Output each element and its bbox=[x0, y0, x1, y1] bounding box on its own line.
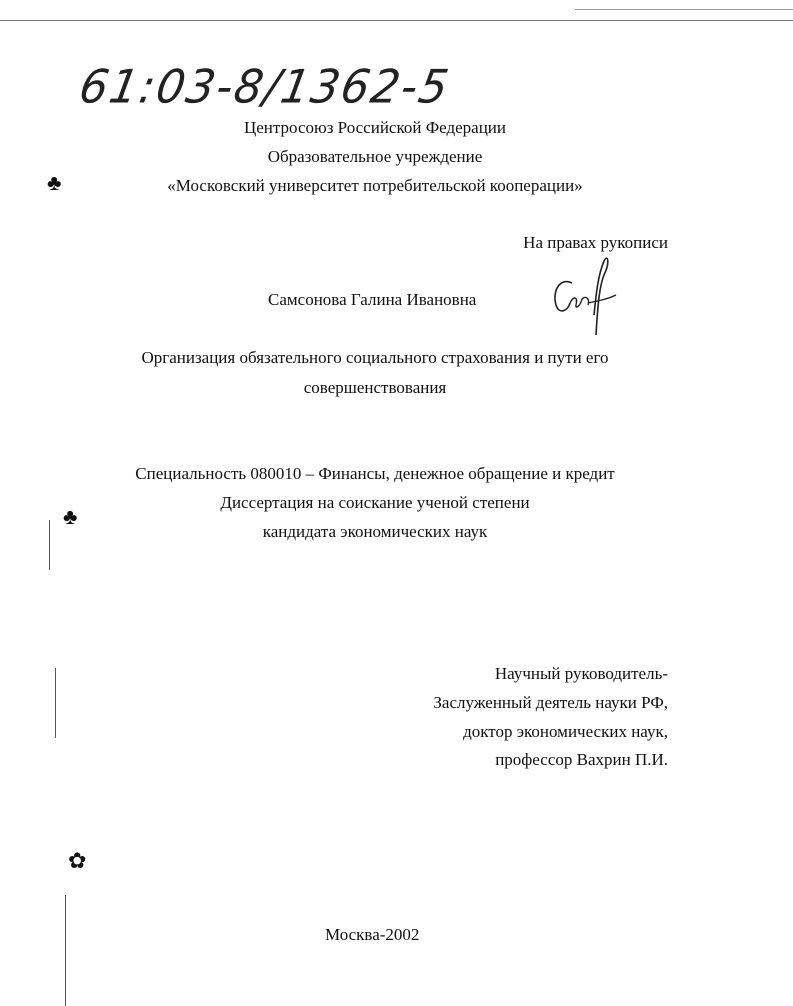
degree-line-1: Диссертация на соискание ученой степени bbox=[220, 493, 530, 512]
supervisor-line-2: Заслуженный деятель науки РФ, bbox=[433, 693, 668, 712]
specialty-line: Специальность 080010 – Финансы, денежное обращение и кредит bbox=[135, 464, 615, 483]
archive-number-handwritten: 61:03-8/1362-5 bbox=[75, 60, 455, 115]
scan-left-line-3 bbox=[65, 895, 66, 1006]
scan-left-line-2 bbox=[55, 668, 56, 738]
scan-blot-3: ✿ bbox=[68, 848, 87, 873]
scan-top-rule bbox=[0, 20, 793, 21]
degree-line-2: кандидата экономических наук bbox=[262, 522, 488, 541]
rights-note: На правах рукописи bbox=[523, 233, 668, 252]
scan-top-rule-short bbox=[575, 9, 793, 10]
supervisor-line-3: доктор экономических наук, bbox=[463, 722, 668, 741]
thesis-title-line-2: совершенствования bbox=[303, 378, 447, 397]
scan-blot-2: ♣ bbox=[63, 504, 78, 529]
org-line-2: Образовательное учреждение bbox=[267, 147, 483, 166]
signature-image bbox=[548, 255, 628, 335]
city-year: Москва-2002 bbox=[325, 925, 420, 944]
thesis-title-line-1: Организация обязательного социального страхования и пути его bbox=[141, 348, 609, 367]
author-name: Самсонова Галина Ивановна bbox=[268, 290, 477, 309]
scan-blot-1: ♣ bbox=[47, 170, 62, 195]
org-line-3: «Московский университет потребительской кооперации» bbox=[167, 176, 583, 195]
org-line-1: Центросоюз Российской Федерации bbox=[243, 118, 506, 137]
supervisor-line-1: Научный руководитель- bbox=[494, 664, 668, 683]
supervisor-line-4: профессор Вахрин П.И. bbox=[495, 750, 668, 769]
